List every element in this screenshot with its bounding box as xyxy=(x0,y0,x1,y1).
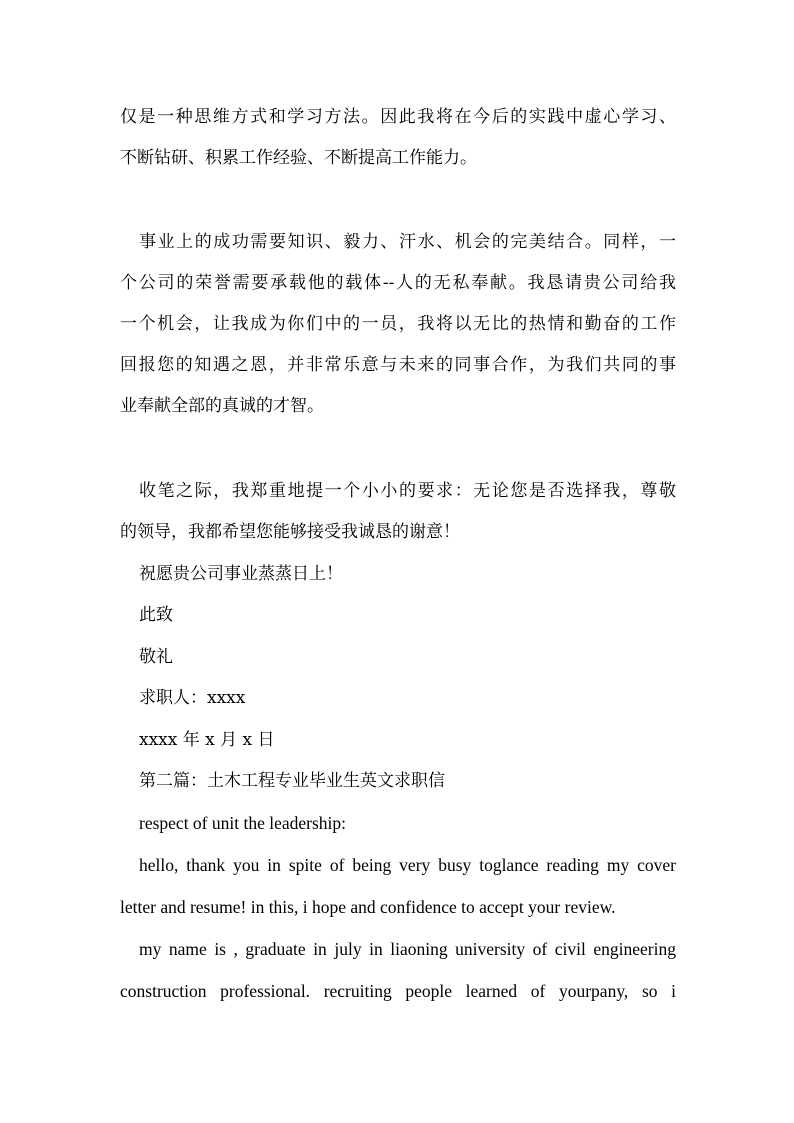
english-paragraph-1-line-2: letter and resume! in this, i hope and confidence to accept your review. xyxy=(120,897,616,917)
letter-date: xxxx 年 x 月 x 日 xyxy=(139,730,275,750)
paragraph-3-line-1: 收笔之际，我郑重地提一个小小的要求：无论您是否选择我，尊敬 xyxy=(139,481,676,501)
paragraph-1-line-2: 不断钻研、积累工作经验、不断提高工作能力。 xyxy=(120,148,477,168)
paragraph-2-line-4: 回报您的知遇之恩，并非常乐意与未来的同事合作，为我们共同的事 xyxy=(120,355,676,375)
paragraph-2-line-2: 个公司的荣誉需要承载他的载体--人的无私奉献。我恳请贵公司给我 xyxy=(120,273,676,293)
english-paragraph-2-line-1: my name is , graduate in july in liaoning university of civil engineering xyxy=(139,939,676,959)
paragraph-2-line-1: 事业上的成功需要知识、毅力、汗水、机会的完美结合。同样，一 xyxy=(139,232,676,252)
english-salutation: respect of unit the leadership: xyxy=(139,813,347,833)
wish-line: 祝愿贵公司事业蒸蒸日上！ xyxy=(139,564,343,584)
english-paragraph-2-line-2: construction professional. recruiting people learned of yourpany, so i xyxy=(120,981,676,1001)
paragraph-3-line-2: 的领导，我都希望您能够接受我诚恳的谢意！ xyxy=(120,522,460,542)
section-title: 第二篇：土木工程专业毕业生英文求职信 xyxy=(139,771,445,791)
closing-jing-li: 敬礼 xyxy=(139,647,173,667)
english-paragraph-1-line-1: hello, thank you in spite of being very busy toglance reading my cover xyxy=(139,855,676,875)
paragraph-2-line-5: 业奉献全部的真诚的才智。 xyxy=(120,396,324,416)
paragraph-1-line-1: 仅是一种思维方式和学习方法。因此我将在今后的实践中虚心学习、 xyxy=(120,107,676,127)
closing-ci-zhi: 此致 xyxy=(139,605,173,625)
paragraph-2-line-3: 一个机会，让我成为你们中的一员，我将以无比的热情和勤奋的工作 xyxy=(120,314,676,334)
applicant-signature: 求职人：xxxx xyxy=(139,688,246,708)
